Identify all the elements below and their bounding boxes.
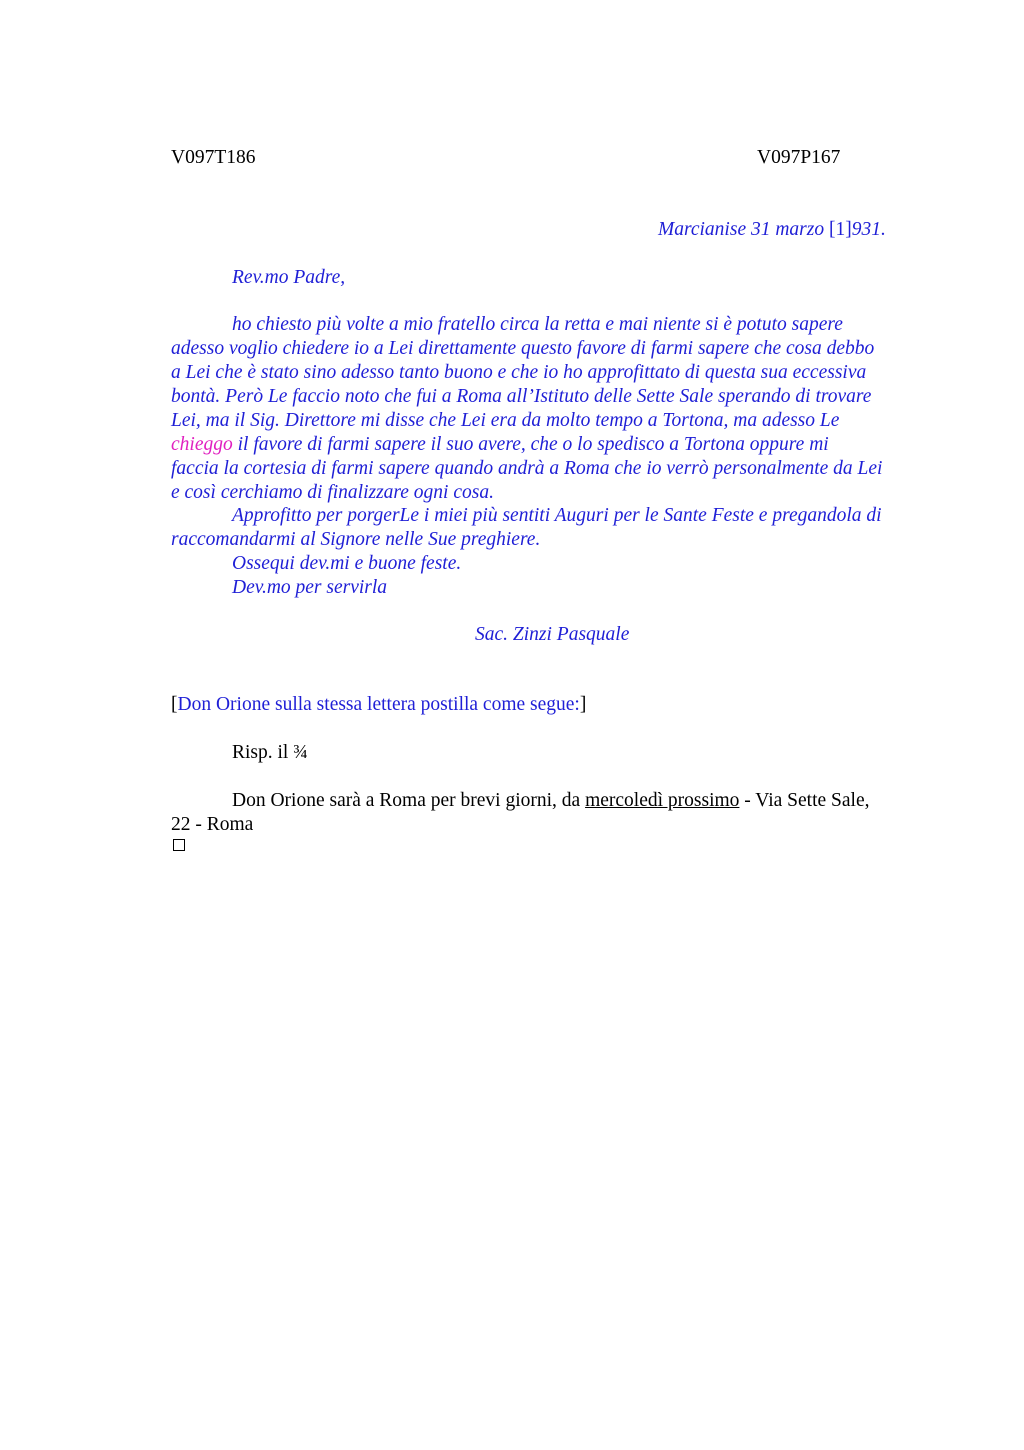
reply-message-part1: Don Orione sarà a Roma per brevi giorni, da [232, 790, 586, 811]
reply-message-part2: - Via Sette Sale, [739, 790, 870, 811]
reply-message-line2: 22 - Roma [171, 814, 254, 835]
letter-line: ho chiesto più volte a mio fratello circa la retta e mai niente si è potuto sapere [232, 314, 843, 335]
letter-date-bracket: [1] [828, 219, 852, 240]
highlighted-word: chieggo [171, 434, 233, 455]
letter-line: raccomandarmi al Signore nelle Sue preghiere. [171, 529, 541, 550]
letter-line: e così cerchiamo di finalizzare ogni cosa. [171, 482, 494, 503]
reply-message-underlined: mercoledì prossimo [585, 790, 740, 811]
closing-greeting: Ossequi dev.mi e buone feste. [232, 553, 462, 574]
letter-line: bontà. Però Le faccio noto che fui a Roma all’Istituto delle Sette Sale sperando di trovare [171, 386, 872, 407]
end-marker-box [173, 839, 185, 851]
letter-date-year: 931. [851, 219, 886, 240]
signature: Sac. Zinzi Pasquale [475, 624, 630, 645]
document-code-right: V097P167 [757, 147, 841, 168]
letter-date-place: Marcianise 31 marzo [658, 219, 829, 240]
letter-line: Lei, ma il Sig. Direttore mi disse che Lei era da molto tempo a Tortona, ma adesso Le [171, 410, 840, 431]
letter-line: faccia la cortesia di farmi sapere quando andrà a Roma che io verrò personalmente da Lei [171, 458, 883, 479]
letter-line: Approfitto per porgerLe i miei più sentiti Auguri per le Sante Feste e pregandola di [232, 505, 882, 526]
note-open-bracket: [ [171, 694, 178, 715]
letter-line [171, 433, 829, 457]
letter-date [658, 218, 886, 242]
note-close-bracket: ] [579, 694, 587, 715]
salutation: Rev.mo Padre, [232, 267, 346, 288]
note-text: Don Orione sulla stessa lettera postilla come segue: [177, 694, 580, 715]
closing-formula: Dev.mo per servirla [232, 577, 388, 598]
editorial-note [171, 693, 586, 717]
reply-message [232, 789, 869, 813]
letter-line: a Lei che è stato sino adesso tanto buono e che io ho approfittato di questa sua eccessiva [171, 362, 867, 383]
letter-line: adesso voglio chiedere io a Lei direttamente questo favore di farmi sapere che cosa debbo [171, 338, 875, 359]
document-code-left: V097T186 [171, 147, 256, 168]
letter-line-rest: il favore di farmi sapere il suo avere, che o lo spedisco a Tortona oppure mi [232, 434, 829, 455]
reply-note: Risp. il ¾ [232, 742, 308, 763]
